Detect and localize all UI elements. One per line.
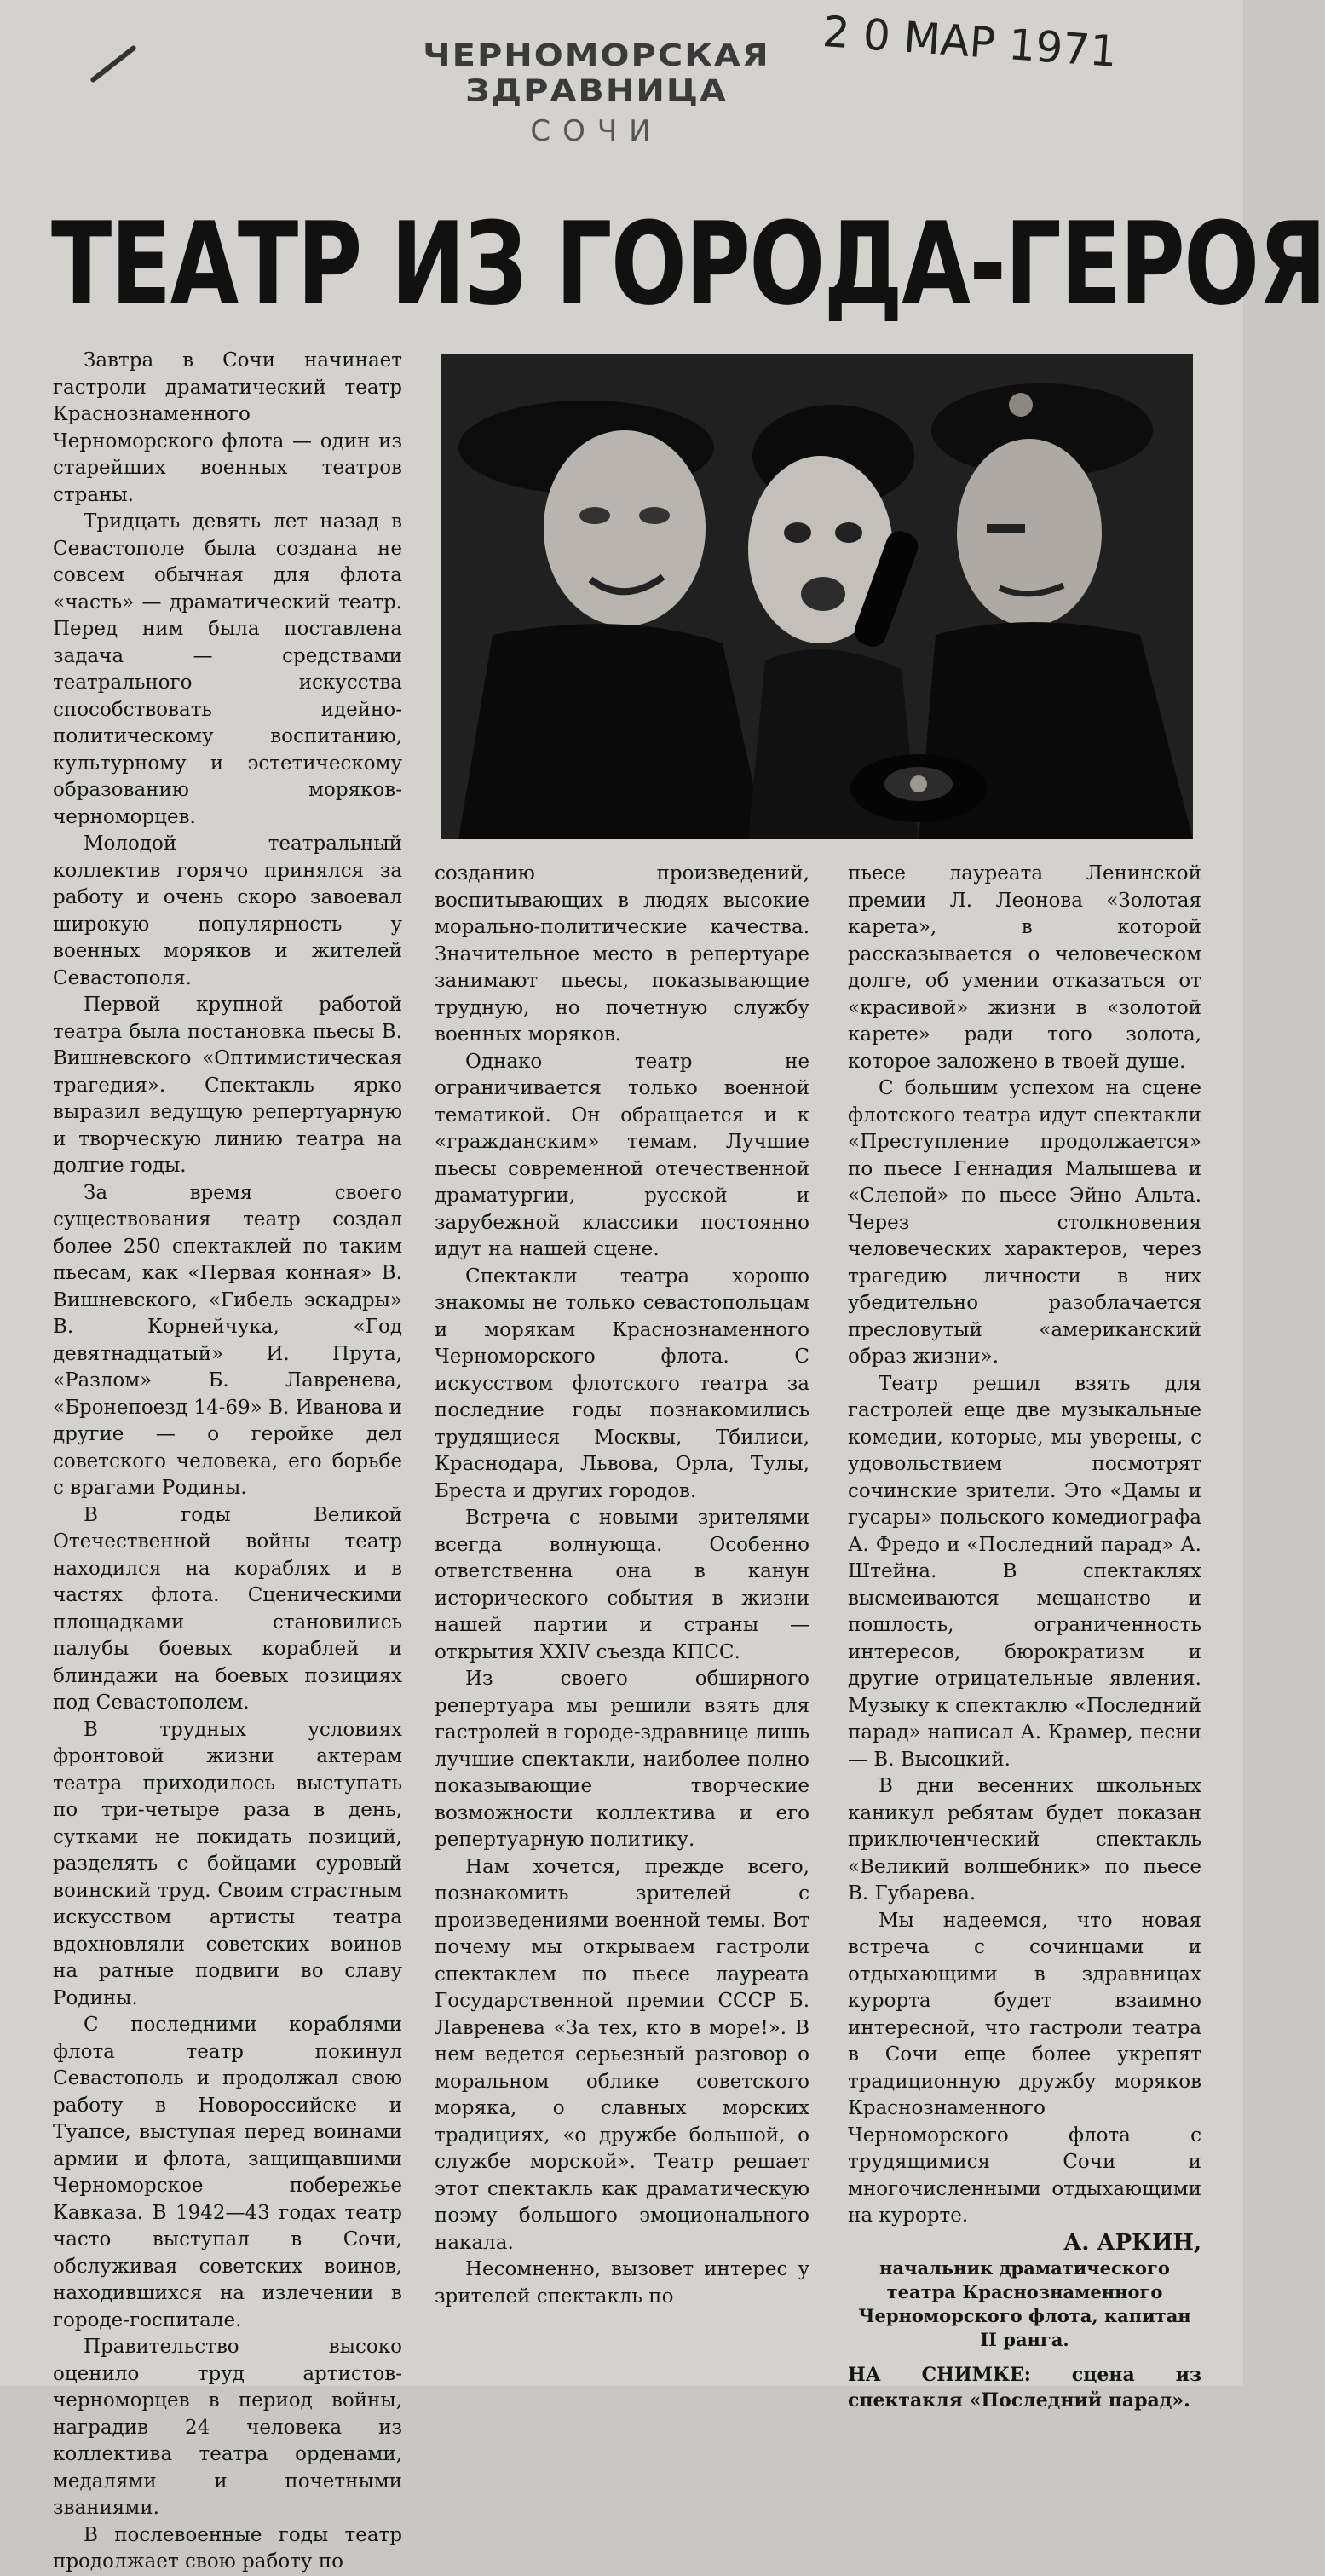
newspaper-name: ЧЕРНОМОРСКАЯ ЗДРАВНИЦА bbox=[423, 37, 770, 109]
article-headline: ТЕАТР ИЗ ГОРОДА-ГЕРОЯ bbox=[51, 198, 1325, 331]
date-stamp: 2 0 МАР 1971 bbox=[821, 7, 1119, 77]
article-column-1 bbox=[53, 348, 402, 2576]
masthead bbox=[332, 34, 861, 148]
paragraph: В годы Великой Отечественной войны театр находился на кораблях и в частях флота. Сценическими площадками становились палубы боевых кораблей и блиндажи на боевых позициях под Севастополем. bbox=[53, 1503, 402, 1714]
paragraph: Нам хочется, прежде всего, познакомить зрителей с произведениями военной темы. Вот почему мы открываем гастроли спектаклем по пьесе лауреата Государственной премии СССР Б. Лавренева «За тех, кто в море!». В нем ведется серьезный разговор о моральном облике советского моряка, о славных морских традициях, «о дружбе большой, о службе морской». Театр решает этот спектакль как драматическую поэму большого эмоционального накала. bbox=[435, 1855, 809, 2254]
paragraph: Однако театр не ограничивается только военной тематикой. Он обращается и к «гражданским» темам. Лучшие пьесы современной отечественной драматургии, русской и зарубежной классики постоянно идут на нашей сцене. bbox=[435, 1050, 809, 1260]
paragraph: Встреча с новыми зрителями всегда волнующа. Особенно ответственна она в канун исторического события в жизни нашей партии и страны — открытия XXIV съезда КПСС. bbox=[435, 1507, 809, 1663]
article-photo bbox=[441, 354, 1193, 839]
photo-caption: НА СНИМКЕ: сцена из спектакля «Последний парад». bbox=[848, 2364, 1201, 2412]
pen-mark-icon bbox=[89, 44, 137, 83]
paragraph: Первой крупной работой театра была постановка пьесы В. Вишневского «Оптимистическая трагедия». Спектакль ярко выразил ведущую репертуарную и творческую линию театра на долгие годы. bbox=[53, 994, 402, 1177]
newspaper-city: СОЧИ bbox=[530, 114, 663, 148]
paragraph: С последними кораблями флота театр покинул Севастополь и продолжал свою работу в Новороссийске и Туапсе, выступая перед воинами армии и флота, защищавшими Черноморское побережье Кавказа. В 1942—43 годах театр часто выступал в Сочи, обслуживая советских воинов, находившихся на излечении в городе-госпитале. bbox=[53, 2014, 402, 2331]
article-column-2 bbox=[435, 861, 809, 2310]
paragraph: Мы надеемся, что новая встреча с сочинцами и отдыхающими в здравницах курорта будет взаимно интересной, что гастроли театра в Сочи еще более укрепят традиционную дружбу моряков Краснознаменного Черноморского флота с трудящимися Сочи и многочисленными отдыхающими на курорте. bbox=[848, 1909, 1201, 2227]
paragraph: Завтра в Сочи начинает гастроли драматический театр Краснознаменного Черноморского флота — один из старейших военных театров страны. bbox=[53, 349, 402, 506]
paragraph: Театр решил взять для гастролей еще две музыкальные комедии, которые, мы уверены, с удовольствием посмотрят сочинские зрители. Это «Дамы и гусары» польского комедиографа А. Фредо и «Последний парад» А. Штейна. В спектаклях высмеиваются мещанство и пошлость, ограниченность интересов, бюрократизм и другие отрицательные явления. Музыку к спектаклю «Последний парад» написал А. Крамер, песни — В. Высоцкий. bbox=[848, 1372, 1201, 1771]
paragraph: С большим успехом на сцене флотского театра идут спектакли «Преступление продолжается» по пьесе Геннадия Малышева и «Слепой» по пьесе Эйно Альта. Через столкновения человеческих характеров, через трагедию личности в них убедительно разоблачается пресловутый «американский образ жизни». bbox=[848, 1077, 1201, 1368]
three-sailors-photo-icon bbox=[441, 354, 1193, 839]
paragraph: Из своего обширного репертуара мы решили взять для гастролей в городе-здравнице лишь лучшие спектакли, наиболее полно показывающие творческие возможности коллектива и его репертуарную политику. bbox=[435, 1668, 809, 1851]
paragraph: пьесе лауреата Ленинской премии Л. Леонова «Золотая карета», в которой рассказывается о человеческом долге, об умении отказаться от «красивой» жизни в «золотой карете» ради того золота, которое заложено в твоей душе. bbox=[848, 862, 1201, 1073]
author-role: начальник драматического театра Краснознаменного Черноморского флота, капитан II ранга. bbox=[858, 2257, 1191, 2350]
paragraph: Тридцать девять лет назад в Севастополе была создана не совсем обычная для флота «часть» — драматический театр. Перед ним была поставлена задача — средствами театрального искусства способствовать идейно-политическому воспитанию, культурному и эстетическому образованию моряков-черноморцев. bbox=[53, 510, 402, 828]
paragraph: Спектакли театра хорошо знакомы не только севастопольцам и морякам Краснознаменного Черноморского флота. С искусством флотского театра за последние годы познакомились трудящиеся Москвы, Тбилиси, Краснодара, Львова, Орла, Тулы, Бреста и других городов. bbox=[435, 1265, 809, 1502]
paragraph: Правительство высоко оценило труд артистов-черноморцев в период войны, наградив 24 человека из коллектива театра орденами, медалями и почетными званиями. bbox=[53, 2336, 402, 2519]
author-name: А. АРКИН, bbox=[1063, 2229, 1201, 2256]
paragraph: Несомненно, вызовет интерес у зрителей спектакль по bbox=[435, 2258, 809, 2308]
paragraph: За время своего существования театр создал более 250 спектаклей по таким пьесам, как «Первая конная» В. Вишневского, «Гибель эскадры» В. Корнейчука, «Год девятнадцатый» И. Прута, «Разлом» Б. Лавренева, «Бронепоезд 14-69» В. Иванова и другие — о геройке дел советского человека, его борьбе с врагами Родины. bbox=[53, 1181, 402, 1499]
paragraph: Молодой театральный коллектив горячо принялся за работу и очень скоро завоевал широкую популярность у военных моряков и жителей Севастополя. bbox=[53, 833, 402, 989]
paragraph: В послевоенные годы театр продолжает свою работу по bbox=[53, 2523, 402, 2573]
paragraph: В дни весенних школьных каникул ребятам будет показан приключенческий спектакль «Великий волшебник» по пьесе В. Губарева. bbox=[848, 1775, 1201, 1905]
paragraph: созданию произведений, воспитывающих в людях высокие морально-политические качества. Значительное место в репертуаре занимают пьесы, показывающие трудную, но почетную службу военных моряков. bbox=[435, 862, 809, 1046]
paragraph: В трудных условиях фронтовой жизни актерам театра приходилось выступать по три-четыре раза в день, сутками не покидать позиций, разделять с бойцами суровый воинский труд. Своим страстным искусством артисты театра вдохновляли советских воинов на ратные подвиги во славу Родины. bbox=[53, 1718, 402, 2009]
article-column-3 bbox=[848, 861, 1201, 2413]
